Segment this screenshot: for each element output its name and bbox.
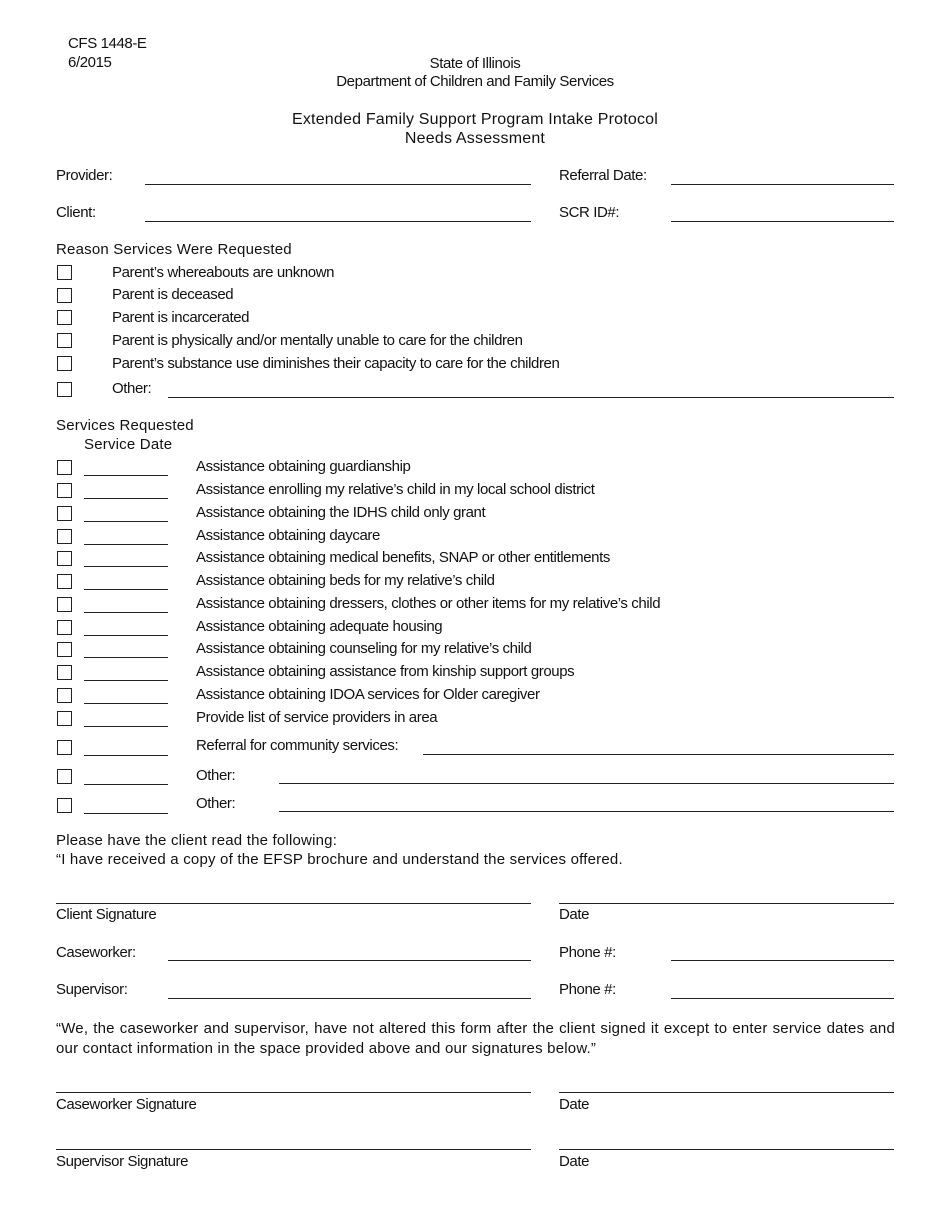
state-name: State of Illinois <box>429 55 521 72</box>
reason-label: Parent is physically and/or mentally unable to care for the children <box>112 332 523 349</box>
caseworker-signature-date-label: Date <box>559 1096 590 1113</box>
caseworker-label: Caseworker: <box>56 944 136 961</box>
page-title: Extended Family Support Program Intake Protocol <box>291 111 659 128</box>
form-number: CFS 1448-E <box>68 35 147 52</box>
service-checkbox[interactable] <box>57 506 72 521</box>
reason-checkbox[interactable] <box>57 265 72 280</box>
service-label: Assistance obtaining assistance from kinship support groups <box>196 663 575 680</box>
service-other-checkbox[interactable] <box>57 769 72 784</box>
supervisor-signature-label: Supervisor Signature <box>56 1153 189 1170</box>
reason-other-field[interactable] <box>168 397 894 398</box>
service-date-field[interactable] <box>84 703 168 704</box>
service-label: Assistance obtaining adequate housing <box>196 618 443 635</box>
service-checkbox[interactable] <box>57 711 72 726</box>
service-other-date-field[interactable] <box>84 784 168 785</box>
service-label: Assistance obtaining IDOA services for Older caregiver <box>196 686 540 703</box>
department-name: Department of Children and Family Services <box>336 73 614 90</box>
service-other-label: Other: <box>196 767 236 784</box>
provider-field[interactable] <box>145 184 531 185</box>
service-date-column-header: Service Date <box>84 436 173 453</box>
reason-other-label: Other: <box>112 380 152 397</box>
client-signature-date-field[interactable] <box>559 903 894 904</box>
acknowledgement-instruction: Please have the client read the following: <box>56 832 338 849</box>
client-signature-label: Client Signature <box>56 906 157 923</box>
service-date-field[interactable] <box>84 521 168 522</box>
supervisor-phone-field[interactable] <box>671 998 894 999</box>
reason-label: Parent’s whereabouts are unknown <box>112 264 335 281</box>
referral-checkbox[interactable] <box>57 740 72 755</box>
client-signature-date-label: Date <box>559 906 590 923</box>
service-date-field[interactable] <box>84 498 168 499</box>
form-date: 6/2015 <box>68 54 112 71</box>
service-other-field[interactable] <box>279 811 894 812</box>
service-checkbox[interactable] <box>57 688 72 703</box>
service-label: Assistance obtaining daycare <box>196 527 380 544</box>
service-date-field[interactable] <box>84 475 168 476</box>
reason-checkbox[interactable] <box>57 333 72 348</box>
caseworker-phone-field[interactable] <box>671 960 894 961</box>
caseworker-signature-field[interactable] <box>56 1092 531 1093</box>
reason-label: Parent is deceased <box>112 286 234 303</box>
supervisor-signature-date-field[interactable] <box>559 1149 894 1150</box>
service-checkbox[interactable] <box>57 574 72 589</box>
caseworker-signature-date-field[interactable] <box>559 1092 894 1093</box>
service-label: Assistance obtaining the IDHS child only grant <box>196 504 486 521</box>
service-date-field[interactable] <box>84 680 168 681</box>
service-checkbox[interactable] <box>57 620 72 635</box>
service-checkbox[interactable] <box>57 665 72 680</box>
supervisor-label: Supervisor: <box>56 981 128 998</box>
service-label: Assistance obtaining counseling for my relative’s child <box>196 640 532 657</box>
service-other-checkbox[interactable] <box>57 798 72 813</box>
service-checkbox[interactable] <box>57 597 72 612</box>
referral-date-field[interactable] <box>671 184 894 185</box>
scr-id-field[interactable] <box>671 221 894 222</box>
service-other-date-field[interactable] <box>84 813 168 814</box>
provider-label: Provider: <box>56 167 113 184</box>
client-label: Client: <box>56 204 96 221</box>
service-checkbox[interactable] <box>57 642 72 657</box>
service-checkbox[interactable] <box>57 529 72 544</box>
caseworker-phone-label: Phone #: <box>559 944 616 961</box>
reason-checkbox[interactable] <box>57 310 72 325</box>
referral-date-label: Referral Date: <box>559 167 647 184</box>
service-checkbox[interactable] <box>57 551 72 566</box>
page-subtitle: Needs Assessment <box>404 130 546 147</box>
caseworker-field[interactable] <box>168 960 531 961</box>
service-date-field[interactable] <box>84 612 168 613</box>
client-field[interactable] <box>145 221 531 222</box>
service-label: Assistance enrolling my relative’s child in my local school district <box>196 481 595 498</box>
supervisor-signature-date-label: Date <box>559 1153 590 1170</box>
reasons-heading: Reason Services Were Requested <box>56 241 292 258</box>
service-label: Assistance obtaining medical benefits, SNAP or other entitlements <box>196 549 610 566</box>
reason-label: Parent’s substance use diminishes their capacity to care for the children <box>112 355 560 372</box>
referral-field[interactable] <box>423 754 894 755</box>
services-heading: Services Requested <box>56 417 194 434</box>
supervisor-field[interactable] <box>168 998 531 999</box>
acknowledgement-statement: “I have received a copy of the EFSP brochure and understand the services offered. <box>56 851 623 868</box>
reason-checkbox[interactable] <box>57 356 72 371</box>
service-date-field[interactable] <box>84 544 168 545</box>
scr-id-label: SCR ID#: <box>559 204 620 221</box>
reason-label: Parent is incarcerated <box>112 309 250 326</box>
service-date-field[interactable] <box>84 726 168 727</box>
caseworker-signature-label: Caseworker Signature <box>56 1096 197 1113</box>
service-checkbox[interactable] <box>57 460 72 475</box>
reason-checkbox[interactable] <box>57 288 72 303</box>
supervisor-signature-field[interactable] <box>56 1149 531 1150</box>
service-checkbox[interactable] <box>57 483 72 498</box>
supervisor-phone-label: Phone #: <box>559 981 616 998</box>
service-date-field[interactable] <box>84 589 168 590</box>
service-label: Assistance obtaining dressers, clothes or other items for my relative’s child <box>196 595 661 612</box>
service-other-label: Other: <box>196 795 236 812</box>
service-date-field[interactable] <box>84 657 168 658</box>
referral-label: Referral for community services: <box>196 737 399 754</box>
client-signature-field[interactable] <box>56 903 531 904</box>
referral-date-field[interactable] <box>84 755 168 756</box>
service-date-field[interactable] <box>84 635 168 636</box>
service-label: Assistance obtaining beds for my relative’s child <box>196 572 495 589</box>
service-other-field[interactable] <box>279 783 894 784</box>
reason-other-checkbox[interactable] <box>57 382 72 397</box>
service-label: Assistance obtaining guardianship <box>196 458 411 475</box>
attestation-statement: “We, the caseworker and supervisor, have not altered this form after the client signed it except to enter service dates and our contact information in the space provided above and our signatures below.” <box>56 1020 895 1057</box>
service-label: Provide list of service providers in area <box>196 709 438 726</box>
service-date-field[interactable] <box>84 566 168 567</box>
